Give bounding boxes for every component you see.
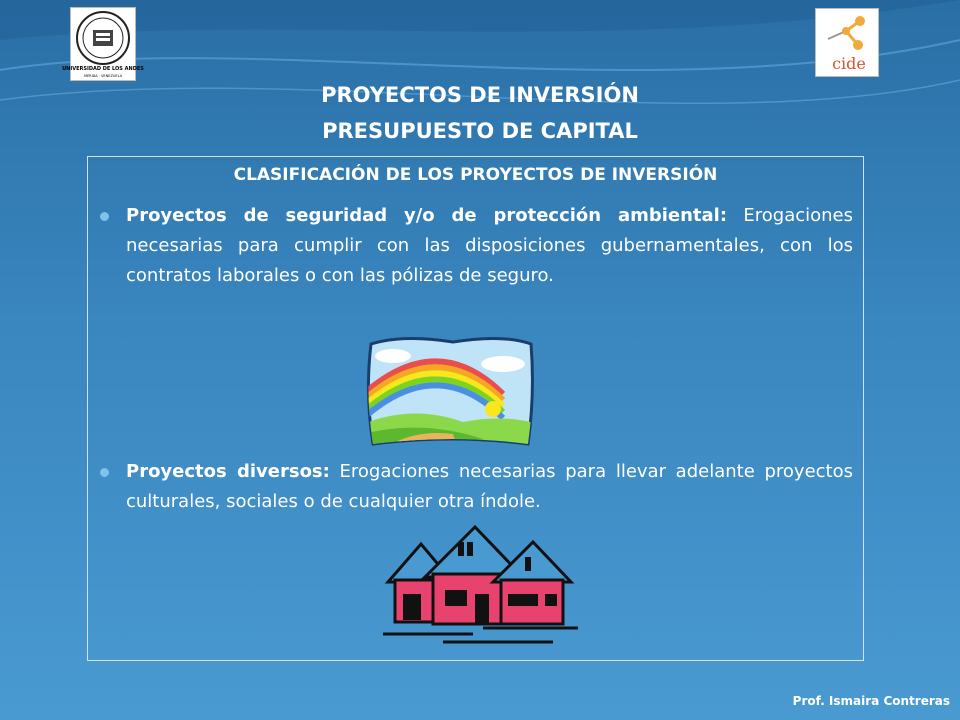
- rainbow-landscape-icon: [363, 334, 538, 449]
- bullet-term: Proyectos diversos:: [126, 461, 330, 482]
- bullet-text: Erogaciones necesarias para cumplir con las disposiciones gubernamentales, con los contratos laborales o con las pólizas de seguro.: [126, 205, 853, 286]
- bullet-text: Erogaciones necesarias para llevar adelante proyectos culturales, sociales o de cualquier otra índole.: [126, 461, 853, 512]
- bullet-item-diverse: [126, 457, 853, 517]
- content-box: [87, 156, 864, 661]
- footer-author: Prof. Ismaira Contreras: [792, 694, 950, 708]
- page-title-line2: PRESUPUESTO DE CAPITAL: [322, 119, 638, 143]
- houses-icon: [383, 522, 583, 647]
- cide-logo-text: cide: [832, 54, 866, 73]
- university-logo-text: UNIVERSIDAD DE LOS ANDES: [62, 66, 144, 72]
- bullet-term: Proyectos de seguridad y/o de protección ambiental:: [126, 205, 728, 226]
- bullet-dot-icon: [100, 468, 109, 477]
- page-title-line1: PROYECTOS DE INVERSIÓN: [321, 83, 639, 107]
- university-seal-icon: [62, 8, 144, 80]
- section-subtitle: CLASIFICACIÓN DE LOS PROYECTOS DE INVERSIÓN: [233, 165, 718, 185]
- university-logo-subtext: MÉRIDA · VENEZUELA: [83, 74, 123, 78]
- bullet-item-security: [126, 201, 853, 291]
- cide-logo-icon: [816, 9, 878, 76]
- bullet-dot-icon: [100, 212, 109, 221]
- cide-logo: [815, 8, 879, 77]
- university-logo: [62, 7, 144, 81]
